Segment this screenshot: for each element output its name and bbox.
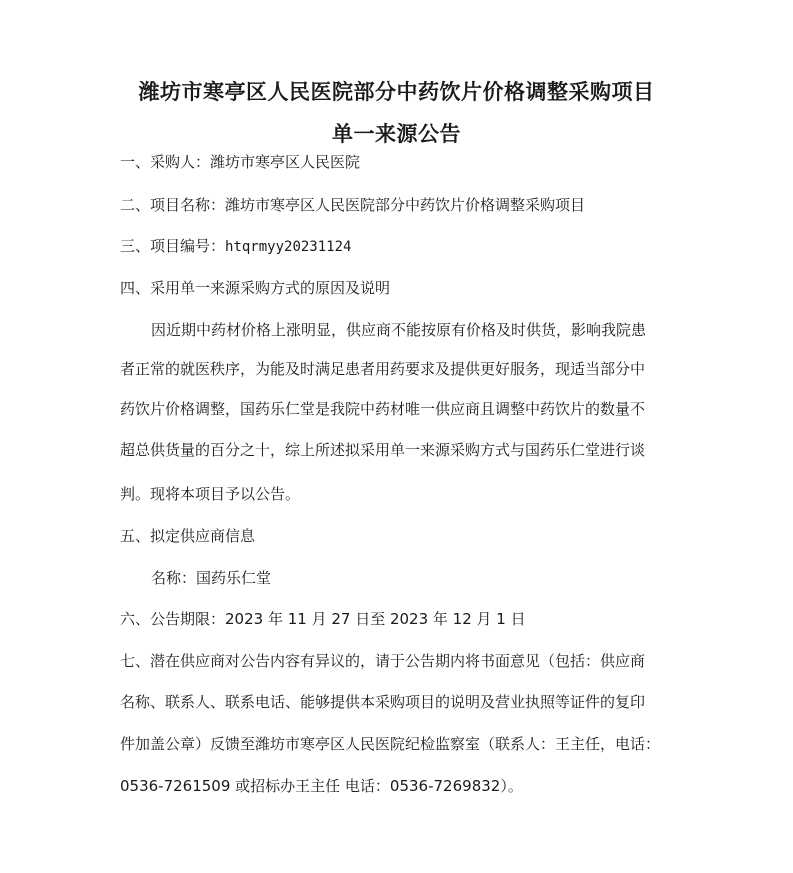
objection-paragraph-line: 0536-7261509 或招标办王主任 电话：0536-7269832）。 <box>120 777 523 795</box>
objection-paragraph-line: 件加盖公章）反馈至潍坊市寒亭区人民医院纪检监察室（联系人：王主任，电话： <box>120 735 661 753</box>
project-number-value: htqrmyy20231124 <box>225 239 352 255</box>
purchaser-line <box>120 152 680 172</box>
project-number-label: 三、项目编号： <box>120 237 226 255</box>
project-name-label: 二、项目名称： <box>120 196 226 214</box>
supplier-heading: 五、拟定供应商信息 <box>120 527 256 545</box>
reason-paragraph-line: 因近期中药材价格上涨明显，供应商不能按原有价格及时供货，影响我院患 <box>151 321 647 339</box>
reason-paragraph-line: 者正常的就医秩序，为能及时满足患者用药要求及提供更好服务，现适当部分中 <box>120 360 646 378</box>
reason-paragraph-line: 药饮片价格调整，国药乐仁堂是我院中药材唯一供应商且调整中药饮片的数量不 <box>120 400 646 418</box>
notice-period-line <box>120 609 680 629</box>
supplier-name-line <box>151 568 681 588</box>
document-title: 潍坊市寒亭区人民医院部分中药饮片价格调整采购项目 <box>138 79 655 104</box>
purchaser-label: 一、采购人： <box>120 153 211 171</box>
objection-paragraph-line: 七、潜在供应商对公告内容有异议的，请于公告期内将书面意见（包括：供应商 <box>120 652 646 670</box>
notice-period-value: 2023 年 11 月 27 日至 2023 年 12 月 1 日 <box>225 610 526 628</box>
project-name-line <box>120 195 680 215</box>
notice-period-label: 六、公告期限： <box>120 610 226 628</box>
project-name-value: 潍坊市寒亭区人民医院部分中药饮片价格调整采购项目 <box>225 196 586 214</box>
document-subtitle: 单一来源公告 <box>332 121 461 146</box>
supplier-name-label: 名称： <box>151 569 197 587</box>
reason-heading: 四、采用单一来源采购方式的原因及说明 <box>120 279 391 297</box>
project-number-line <box>120 236 680 257</box>
supplier-name-value: 国药乐仁堂 <box>196 569 272 587</box>
reason-paragraph-line: 判。现将本项目予以公告。 <box>120 485 301 503</box>
purchaser-value: 潍坊市寒亭区人民医院 <box>210 153 361 171</box>
reason-paragraph-line: 超总供货量的百分之十，综上所述拟采用单一来源采购方式与国药乐仁堂进行谈 <box>120 441 646 459</box>
objection-paragraph-line: 名称、联系人、联系电话、能够提供本采购项目的说明及营业执照等证件的复印 <box>120 693 646 711</box>
